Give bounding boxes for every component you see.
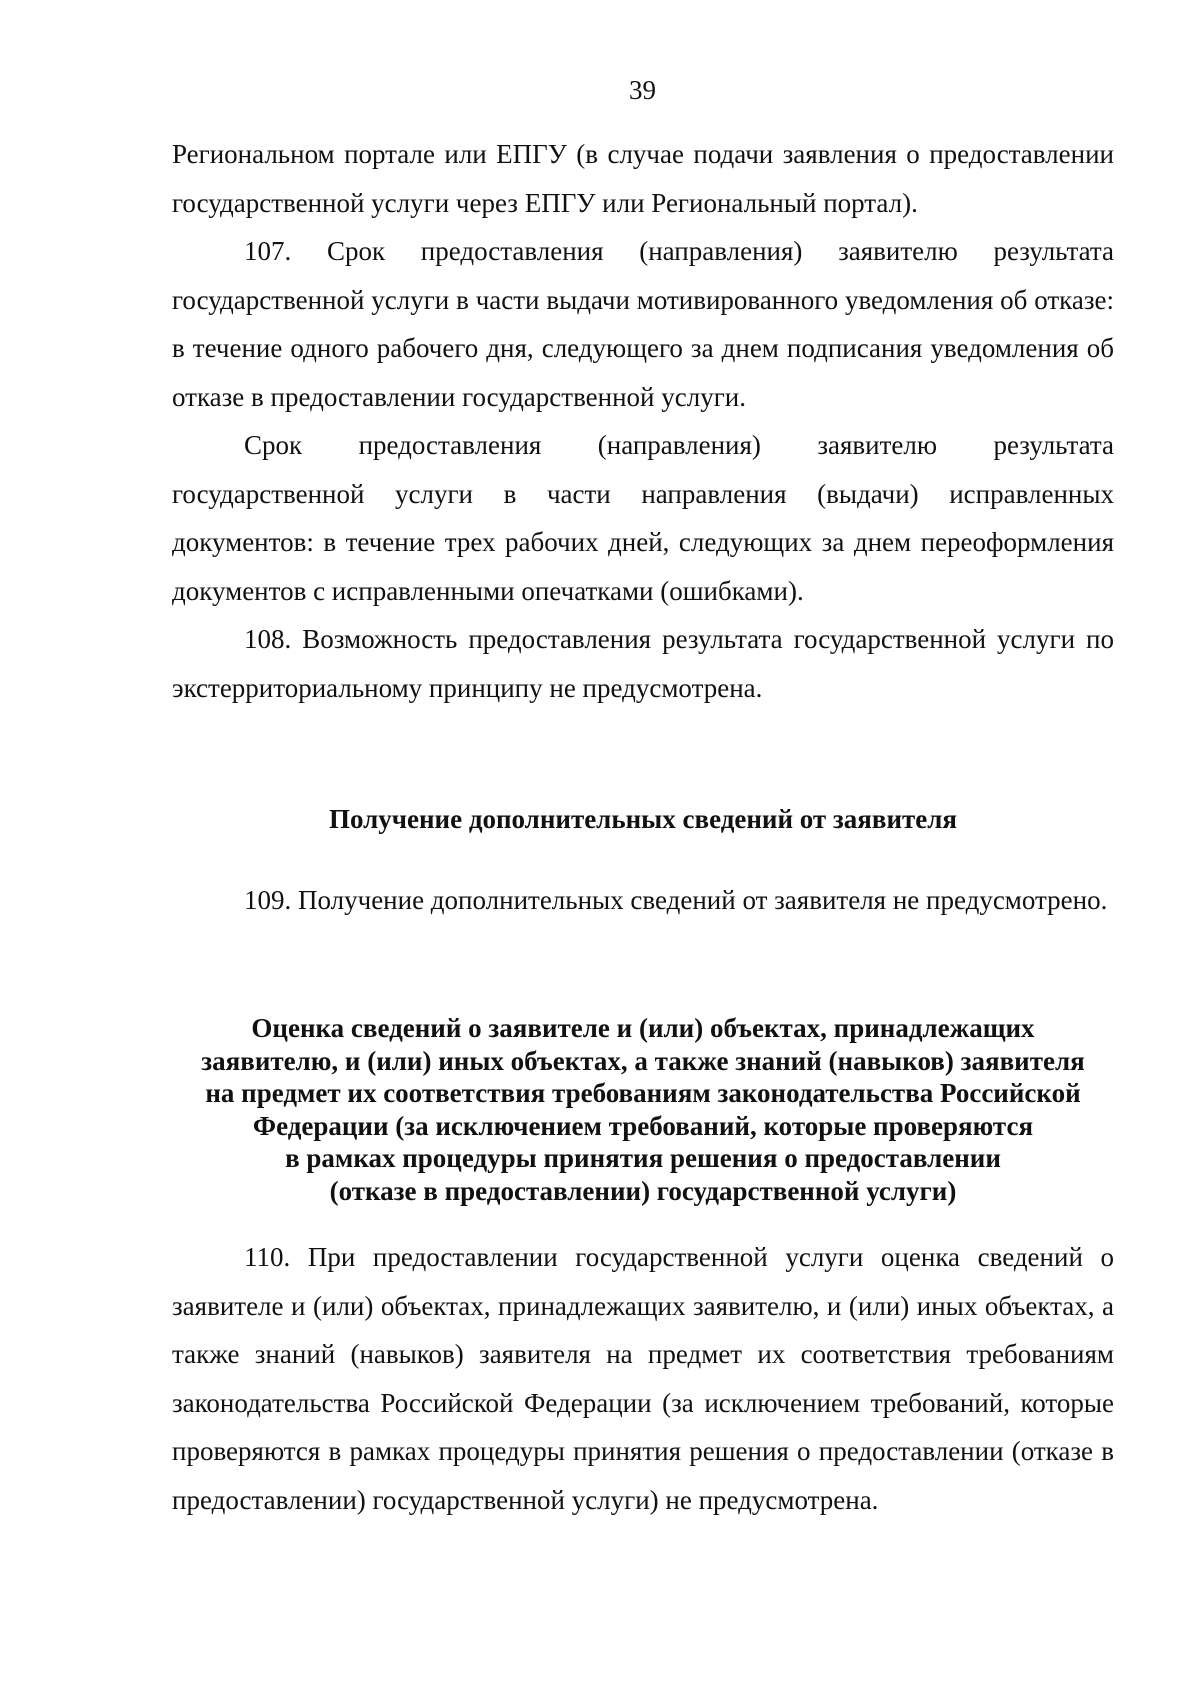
- heading-line: Оценка сведений о заявителе и (или) объектах, принадлежащих: [251, 1013, 1035, 1043]
- text-block-110: [172, 1233, 1114, 1524]
- text-block-top: [172, 130, 1114, 712]
- paragraph-109: 109. Получение дополнительных сведений от заявителя не предусмотрено.: [244, 885, 1108, 915]
- paragraph-110: 110. При предоставлении государственной услуги оценка сведений о заявителе и (или) объектах, принадлежащих заявителю, и (или) иных объектах, а также знаний (навыков) заявителя на предмет их соответствия требованиям законодательства Российской Федерации (за исключением требований, которые проверяются в рамках процедуры принятия решения о предоставлении (отказе в предоставлении) государственной услуги) не предусмотрена.: [172, 1242, 1114, 1515]
- heading-line: заявителю, и (или) иных объектах, а также знаний (навыков) заявителя: [201, 1045, 1085, 1076]
- paragraph-107-second: Срок предоставления (направления) заявителю результата государственной услуги в части направления (выдачи) исправленных документов: в течение трех рабочих дней, следующих за днем переоформления документов с исправленными опечатками (ошибками).: [172, 430, 1114, 606]
- section-heading-additional-info: Получение дополнительных сведений от заявителя: [328, 804, 958, 834]
- paragraph-108: 108. Возможность предоставления результата государственной услуги по экстерриториальному принципу не предусмотрена.: [172, 624, 1114, 703]
- paragraph-continuation: Региональном портале или ЕПГУ (в случае подачи заявления о предоставлении государственной услуги через ЕПГУ или Региональный портал).: [172, 139, 1114, 218]
- paragraph-107: 107. Срок предоставления (направления) заявителю результата государственной услуги в части выдачи мотивированного уведомления об отказе: в течение одного рабочего дня, следующего за днем подписания уведомления об отказе в предоставлении государственной услуги.: [172, 236, 1114, 412]
- section-heading-assessment: [172, 1012, 1114, 1207]
- page-number: 39: [629, 75, 656, 105]
- heading-line: Федерации (за исключением требований, которые проверяются: [252, 1110, 1034, 1141]
- heading-line: в рамках процедуры принятия решения о предоставлении: [285, 1143, 1001, 1173]
- heading-line: на предмет их соответствия требованиям законодательства Российской: [205, 1078, 1081, 1108]
- heading-line: (отказе в предоставлении) государственной услуги): [329, 1175, 957, 1206]
- text-block-109: [172, 876, 1114, 925]
